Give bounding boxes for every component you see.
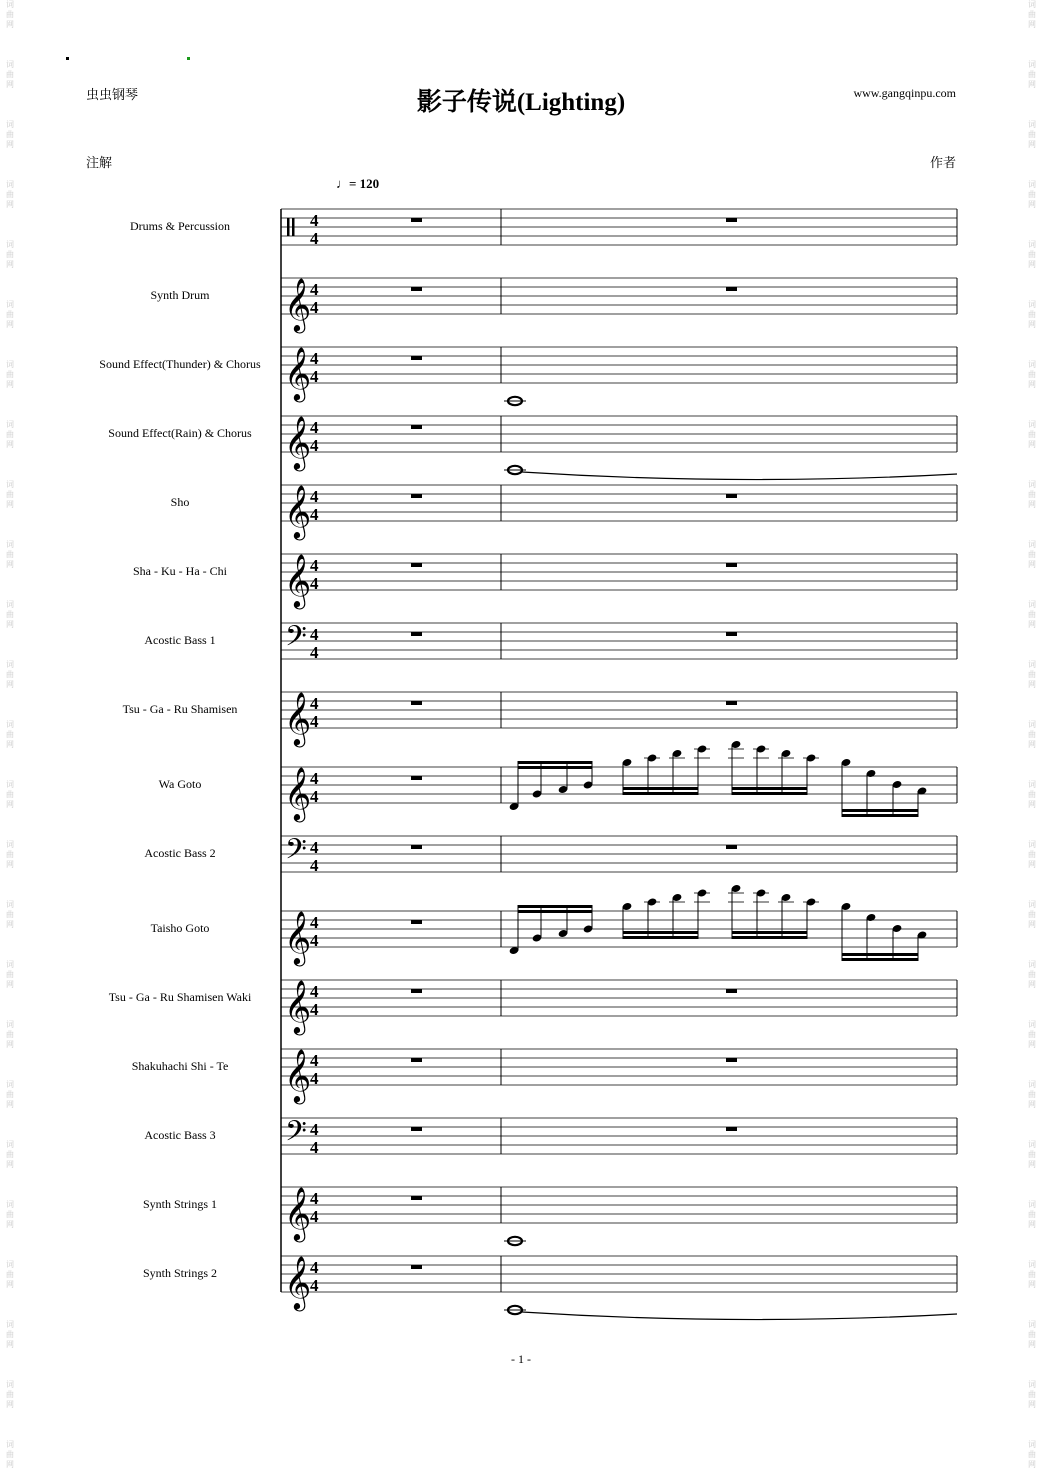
- watermark-char: 词: [1028, 600, 1036, 609]
- watermark-char: 网: [1028, 1040, 1036, 1049]
- watermark-char: 网: [6, 320, 14, 329]
- watermark-char: 曲: [6, 550, 14, 559]
- watermark-char: 词: [1028, 480, 1036, 489]
- time-signature-top: 4: [310, 1258, 319, 1277]
- watermark-char: 曲: [6, 370, 14, 379]
- note-beam: [732, 787, 807, 790]
- whole-rest: [726, 989, 737, 993]
- watermark-char: 词: [1028, 120, 1036, 129]
- time-signature-bottom: 4: [310, 931, 319, 950]
- time-signature-bottom: 4: [310, 643, 319, 662]
- time-signature-top: 4: [310, 280, 319, 299]
- watermark-char: 词: [1028, 660, 1036, 669]
- watermark-char: 词: [1028, 1380, 1036, 1389]
- watermark-char: 曲: [1028, 1330, 1036, 1339]
- watermark-char: 词: [6, 1380, 14, 1389]
- watermark-char: 曲: [6, 130, 14, 139]
- treble-clef-icon: 𝄞: [284, 1186, 312, 1240]
- watermark-char: 网: [6, 1220, 14, 1229]
- instrument-label: Sound Effect(Thunder) & Chorus: [99, 357, 261, 371]
- treble-clef-icon: 𝄞: [284, 415, 312, 469]
- watermark-char: 曲: [1028, 1030, 1036, 1039]
- watermark-char: 曲: [1028, 1270, 1036, 1279]
- watermark-char: 网: [1028, 1460, 1036, 1469]
- time-signature-bottom: 4: [310, 1276, 319, 1295]
- note-beam: [623, 792, 698, 795]
- website-label: www.gangqinpu.com: [853, 86, 956, 100]
- whole-rest: [411, 287, 422, 291]
- author-label: 作者: [929, 155, 956, 170]
- quarter-note-icon: ♩: [336, 176, 349, 191]
- watermark-char: 曲: [6, 730, 14, 739]
- time-signature-bottom: 4: [310, 1207, 319, 1226]
- watermark-char: 网: [6, 1040, 14, 1049]
- tempo-value: = 120: [349, 176, 380, 191]
- watermark-char: 网: [1028, 560, 1036, 569]
- treble-clef-icon: 𝄞: [284, 553, 312, 607]
- time-signature-bottom: 4: [310, 1000, 319, 1019]
- watermark-char: 曲: [1028, 1090, 1036, 1099]
- whole-rest: [411, 1058, 422, 1062]
- watermark-char: 词: [1028, 1440, 1036, 1449]
- watermark-char: 曲: [1028, 70, 1036, 79]
- watermark-char: 曲: [1028, 190, 1036, 199]
- watermark-char: 网: [6, 200, 14, 209]
- whole-rest: [726, 563, 737, 567]
- watermark-char: 网: [1028, 260, 1036, 269]
- whole-rest: [411, 989, 422, 993]
- watermark-char: 词: [1028, 240, 1036, 249]
- watermark-char: 词: [1028, 180, 1036, 189]
- watermark-char: 曲: [1028, 610, 1036, 619]
- watermark-char: 词: [1028, 300, 1036, 309]
- note-beam: [732, 936, 807, 939]
- time-signature-top: 4: [310, 487, 319, 506]
- bass-clef-icon: 𝄢: [285, 1115, 307, 1155]
- tie: [522, 472, 957, 480]
- watermark-char: 网: [6, 980, 14, 989]
- watermark-char: 词: [1028, 540, 1036, 549]
- watermark-char: 词: [6, 1020, 14, 1029]
- watermark-char: 词: [1028, 840, 1036, 849]
- watermark-char: 曲: [1028, 430, 1036, 439]
- time-signature-top: 4: [310, 769, 319, 788]
- watermark-char: 词: [1028, 360, 1036, 369]
- note-beam: [842, 958, 918, 961]
- whole-rest: [411, 776, 422, 780]
- note-beam: [842, 809, 918, 812]
- watermark-char: 网: [6, 140, 14, 149]
- watermark-char: 曲: [1028, 670, 1036, 679]
- watermark-char: 曲: [6, 910, 14, 919]
- watermark-char: 网: [1028, 380, 1036, 389]
- watermark-char: 曲: [6, 490, 14, 499]
- watermark-char: 网: [6, 1160, 14, 1169]
- instrument-label: Acostic Bass 2: [144, 846, 216, 860]
- watermark-char: 曲: [6, 1090, 14, 1099]
- whole-rest: [726, 632, 737, 636]
- watermark-char: 词: [6, 180, 14, 189]
- watermark-char: 曲: [1028, 550, 1036, 559]
- watermark-char: 曲: [6, 970, 14, 979]
- instrument-label: Acostic Bass 1: [144, 633, 216, 647]
- treble-clef-icon: 𝄞: [284, 346, 312, 400]
- watermark-char: 曲: [1028, 850, 1036, 859]
- watermark-char: 曲: [1028, 790, 1036, 799]
- whole-rest: [726, 1127, 737, 1131]
- watermark-char: 词: [6, 1140, 14, 1149]
- watermark-char: 词: [1028, 1260, 1036, 1269]
- watermark-char: 曲: [1028, 1390, 1036, 1399]
- watermark-char: 词: [1028, 420, 1036, 429]
- watermark-char: 网: [1028, 740, 1036, 749]
- watermark-char: 网: [6, 920, 14, 929]
- watermark-char: 曲: [6, 310, 14, 319]
- watermark-char: 网: [1028, 920, 1036, 929]
- instrument-label: Tsu - Ga - Ru Shamisen: [122, 702, 238, 716]
- watermark-char: 词: [6, 120, 14, 129]
- treble-clef-icon: 𝄞: [284, 910, 312, 964]
- watermark-char: 网: [1028, 980, 1036, 989]
- watermark-char: 曲: [6, 70, 14, 79]
- watermark-char: 网: [1028, 680, 1036, 689]
- whole-rest: [411, 1127, 422, 1131]
- watermark-char: 曲: [6, 430, 14, 439]
- watermark-char: 网: [1028, 1340, 1036, 1349]
- whole-rest: [411, 632, 422, 636]
- watermark-char: 网: [1028, 800, 1036, 809]
- whole-rest: [411, 425, 422, 429]
- time-signature-top: 4: [310, 625, 319, 644]
- whole-rest: [411, 920, 422, 924]
- time-signature-bottom: 4: [310, 1069, 319, 1088]
- whole-rest: [411, 1265, 422, 1269]
- time-signature-bottom: 4: [310, 712, 319, 731]
- watermark-char: 网: [6, 860, 14, 869]
- watermark-char: 曲: [6, 10, 14, 19]
- whole-rest: [411, 494, 422, 498]
- instrument-label: Synth Drum: [150, 288, 210, 302]
- watermark-char: 词: [6, 840, 14, 849]
- watermark-char: 网: [1028, 1280, 1036, 1289]
- treble-clef-icon: 𝄞: [284, 1048, 312, 1102]
- watermark-char: 曲: [1028, 490, 1036, 499]
- watermark-char: 曲: [1028, 10, 1036, 19]
- note-beam: [623, 936, 698, 939]
- watermark-char: 曲: [1028, 910, 1036, 919]
- watermark-char: 网: [1028, 80, 1036, 89]
- watermark-char: 曲: [6, 1330, 14, 1339]
- watermark-char: 曲: [6, 1150, 14, 1159]
- tie: [522, 1312, 957, 1320]
- treble-clef-icon: 𝄞: [284, 484, 312, 538]
- watermark-char: 网: [6, 1340, 14, 1349]
- watermark-char: 曲: [6, 1450, 14, 1459]
- watermark-char: 词: [1028, 780, 1036, 789]
- percussion-clef-icon: [292, 218, 295, 236]
- watermark-char: 曲: [6, 850, 14, 859]
- time-signature-top: 4: [310, 694, 319, 713]
- watermark-char: 网: [1028, 320, 1036, 329]
- note-beam: [732, 792, 807, 795]
- watermark-char: 网: [6, 1460, 14, 1469]
- watermark-char: 曲: [6, 670, 14, 679]
- treble-clef-icon: 𝄞: [284, 979, 312, 1033]
- watermark-char: 网: [6, 500, 14, 509]
- time-signature-bottom: 4: [310, 1138, 319, 1157]
- note-beam: [842, 814, 918, 817]
- watermark-char: 网: [1028, 1160, 1036, 1169]
- time-signature-top: 4: [310, 982, 319, 1001]
- watermark-char: 词: [6, 60, 14, 69]
- watermark-char: 词: [6, 660, 14, 669]
- instrument-label: Sho: [170, 495, 190, 509]
- instrument-label: Synth Strings 2: [142, 1266, 217, 1280]
- whole-rest: [726, 218, 737, 222]
- watermark-char: 词: [6, 540, 14, 549]
- time-signature-bottom: 4: [310, 574, 319, 593]
- watermark-char: 网: [6, 380, 14, 389]
- watermark-char: 网: [1028, 140, 1036, 149]
- whole-rest: [726, 494, 737, 498]
- watermark-char: 曲: [6, 1210, 14, 1219]
- instrument-label: Shakuhachi Shi - Te: [131, 1059, 229, 1073]
- page-number: - 1 -: [511, 1352, 531, 1366]
- watermark-char: 曲: [6, 1030, 14, 1039]
- bass-clef-icon: 𝄢: [285, 620, 307, 660]
- instrument-label: Sound Effect(Rain) & Chorus: [108, 426, 252, 440]
- watermark-char: 词: [6, 0, 14, 9]
- watermark-char: 网: [1028, 1100, 1036, 1109]
- watermark-char: 词: [6, 240, 14, 249]
- watermark-char: 词: [6, 900, 14, 909]
- watermark-char: 网: [6, 680, 14, 689]
- watermark-char: 词: [6, 420, 14, 429]
- watermark-char: 网: [1028, 1220, 1036, 1229]
- watermark-char: 词: [6, 780, 14, 789]
- whole-rest: [726, 287, 737, 291]
- treble-clef-icon: 𝄞: [284, 766, 312, 820]
- watermark-char: 网: [6, 620, 14, 629]
- time-signature-bottom: 4: [310, 856, 319, 875]
- watermark-char: 网: [6, 80, 14, 89]
- watermark-char: 网: [1028, 20, 1036, 29]
- whole-rest: [411, 218, 422, 222]
- note-beam: [623, 787, 698, 790]
- watermark-char: 曲: [6, 1270, 14, 1279]
- watermark-char: 词: [6, 960, 14, 969]
- instrument-label: Acostic Bass 3: [144, 1128, 216, 1142]
- watermark-char: 网: [1028, 620, 1036, 629]
- time-signature-bottom: 4: [310, 787, 319, 806]
- watermark-char: 词: [1028, 1140, 1036, 1149]
- watermark-char: 曲: [1028, 370, 1036, 379]
- time-signature-top: 4: [310, 349, 319, 368]
- watermark-char: 词: [6, 1080, 14, 1089]
- time-signature-top: 4: [310, 1120, 319, 1139]
- watermark-char: 词: [6, 720, 14, 729]
- watermark-char: 曲: [1028, 250, 1036, 259]
- instrument-label: Drums & Percussion: [130, 219, 230, 233]
- treble-clef-icon: 𝄞: [284, 1255, 312, 1309]
- time-signature-top: 4: [310, 1051, 319, 1070]
- note-beam: [623, 931, 698, 934]
- watermark-char: 网: [6, 800, 14, 809]
- watermark-char: 词: [1028, 900, 1036, 909]
- whole-rest: [726, 845, 737, 849]
- watermark-char: 曲: [6, 250, 14, 259]
- whole-rest: [726, 701, 737, 705]
- time-signature-bottom: 4: [310, 436, 319, 455]
- watermark-char: 曲: [6, 190, 14, 199]
- watermark-char: 曲: [1028, 1150, 1036, 1159]
- time-signature-top: 4: [310, 838, 319, 857]
- whole-rest: [726, 1058, 737, 1062]
- instrument-label: Tsu - Ga - Ru Shamisen Waki: [108, 990, 252, 1004]
- watermark-char: 词: [1028, 1020, 1036, 1029]
- watermark-char: 曲: [6, 1390, 14, 1399]
- watermark-char: 网: [1028, 860, 1036, 869]
- time-signature-top: 4: [310, 418, 319, 437]
- watermark-char: 网: [6, 440, 14, 449]
- watermark-char: 网: [6, 740, 14, 749]
- watermark-char: 网: [6, 1400, 14, 1409]
- watermark-char: 网: [6, 260, 14, 269]
- watermark-char: 词: [1028, 1320, 1036, 1329]
- watermark-char: 曲: [1028, 130, 1036, 139]
- note-beam: [518, 766, 592, 769]
- watermark-char: 曲: [6, 790, 14, 799]
- note-beam: [518, 910, 592, 913]
- watermark-char: 词: [6, 1320, 14, 1329]
- note-beam: [518, 761, 592, 764]
- watermark-char: 网: [6, 560, 14, 569]
- watermark-char: 词: [6, 1200, 14, 1209]
- time-signature-top: 4: [310, 1189, 319, 1208]
- watermark-char: 词: [1028, 960, 1036, 969]
- watermark-char: 网: [1028, 440, 1036, 449]
- page-title: 影子传说(Lighting): [416, 89, 626, 116]
- instrument-label: Taisho Goto: [150, 921, 210, 935]
- time-signature-top: 4: [310, 913, 319, 932]
- time-signature-top: 4: [310, 556, 319, 575]
- watermark-char: 词: [6, 600, 14, 609]
- instrument-label: Synth Strings 1: [142, 1197, 217, 1211]
- whole-rest: [411, 356, 422, 360]
- annotation-label: 注解: [86, 155, 113, 170]
- instrument-label: Sha - Ku - Ha - Chi: [133, 564, 227, 578]
- watermark-char: 曲: [1028, 730, 1036, 739]
- treble-clef-icon: 𝄞: [284, 277, 312, 331]
- watermark-char: 词: [6, 300, 14, 309]
- time-signature-top: 4: [310, 211, 319, 230]
- note-beam: [518, 905, 592, 908]
- watermark-char: 网: [6, 1100, 14, 1109]
- watermark-char: 词: [6, 360, 14, 369]
- time-signature-bottom: 4: [310, 367, 319, 386]
- watermark-char: 词: [1028, 1200, 1036, 1209]
- watermark-char: 词: [6, 1260, 14, 1269]
- watermark-char: 曲: [1028, 1210, 1036, 1219]
- percussion-clef-icon: [287, 218, 290, 236]
- bass-clef-icon: 𝄢: [285, 833, 307, 873]
- whole-rest: [411, 563, 422, 567]
- watermark-char: 曲: [1028, 1450, 1036, 1459]
- time-signature-bottom: 4: [310, 298, 319, 317]
- watermark-char: 曲: [1028, 310, 1036, 319]
- note-beam: [842, 953, 918, 956]
- watermark-char: 词: [6, 1440, 14, 1449]
- watermark-char: 网: [1028, 200, 1036, 209]
- watermark-char: 曲: [6, 610, 14, 619]
- watermark-char: 曲: [1028, 970, 1036, 979]
- time-signature-bottom: 4: [310, 229, 319, 248]
- watermark-char: 词: [1028, 1080, 1036, 1089]
- watermark-char: 网: [1028, 500, 1036, 509]
- watermark-char: 网: [6, 20, 14, 29]
- treble-clef-icon: 𝄞: [284, 691, 312, 745]
- publisher-label: 虫虫钢琴: [86, 87, 139, 102]
- whole-rest: [411, 1196, 422, 1200]
- watermark-char: 网: [6, 1280, 14, 1289]
- time-signature-bottom: 4: [310, 505, 319, 524]
- whole-rest: [411, 845, 422, 849]
- watermark-char: 词: [1028, 0, 1036, 9]
- whole-rest: [411, 701, 422, 705]
- watermark-char: 词: [6, 480, 14, 489]
- instrument-label: Wa Goto: [158, 777, 202, 791]
- watermark-char: 网: [1028, 1400, 1036, 1409]
- note-beam: [732, 931, 807, 934]
- watermark-char: 词: [1028, 60, 1036, 69]
- watermark-char: 词: [1028, 720, 1036, 729]
